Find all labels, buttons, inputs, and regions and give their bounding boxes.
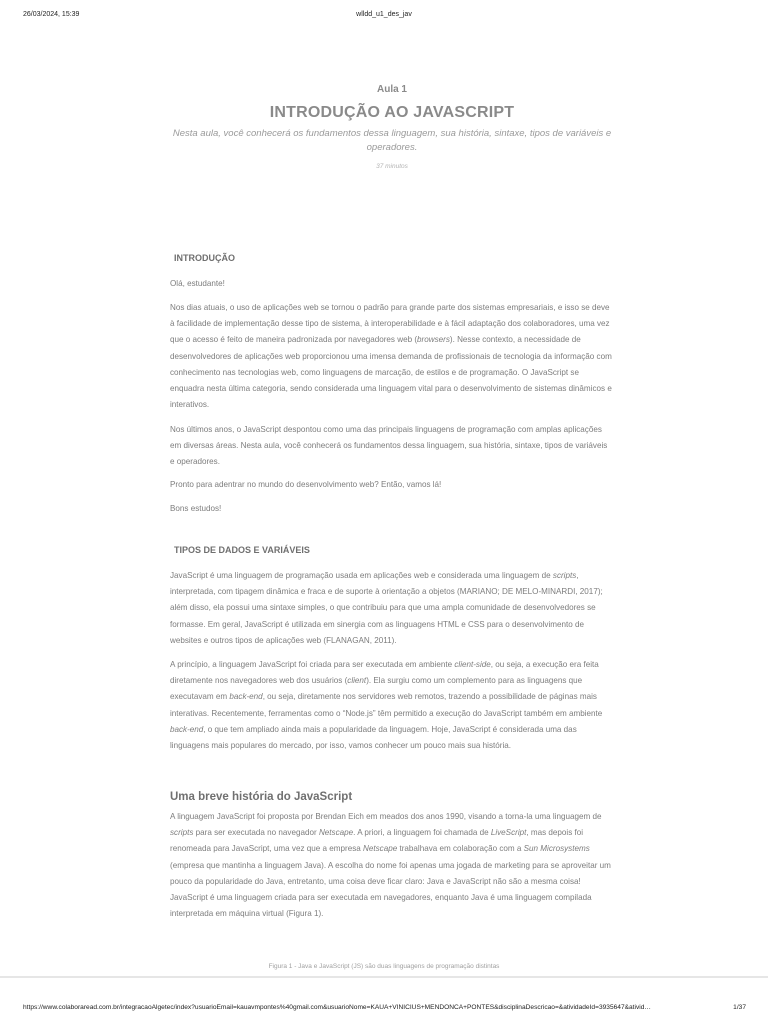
- print-url: https://www.colaboraread.com.br/integracaoAlgetec/index?usuarioEmail=kauavmpontes%40gmail.com&usuarioNome=KAUA+VINICIUS+MENDONCA+PONTES&disciplinaDescricao=&atividadeId=3935647&ativid…: [23, 1004, 651, 1011]
- lesson-subtitle: Nesta aula, você conhecerá os fundamentos dessa linguagem, sua história, sintaxe, tipos de variáveis e operadores.: [172, 128, 612, 153]
- print-document-title: wlldd_u1_des_jav: [356, 11, 412, 18]
- lesson-label: Aula 1: [376, 84, 407, 95]
- types-paragraph-2: A princípio, a linguagem JavaScript foi criada para ser executada em ambiente client-side, ou seja, a execução era feita diretamente nos navegadores web dos usuários (client). Ela surgiu como um complemento para as linguagens que executavam em back-end, ou seja, diretamente nos servidores web remotos, trazendo a possibilidade de páginas mais interativas. Recentemente, ferramentas como o “Node.js” têm permitido a execução do JavaScript também em ambiente back-end, o que tem ampliado ainda mais a popularidade da linguagem. Hoje, JavaScript é considerada uma das linguagens mais populares do mercado, por isso, vamos conhecer um pouco mais sua história.: [170, 660, 603, 751]
- lesson-hero: [160, 84, 624, 170]
- intro-paragraph-1: Nos dias atuais, o uso de aplicações web se tornou o padrão para grande parte dos sistemas empresariais, e isso se deve à facilidade de implementação desse tipo de sistema, à interoperabilidade e à fácil adaptação dos colaboradores, uma vez que o acesso é feito de maneira padronizada por navegadores web (browsers). Nesse contexto, a necessidade de desenvolvedores de aplicações web proporcionou uma imensa demanda de profissionais de tecnologia da informação com conhecimento nas tecnologias web, como linguagens de marcação, de estilos e de programação. O JavaScript se enquadra nesta última categoria, sendo considerada uma linguagem vital para o desenvolvimento de sistemas dinâmicos e interativos.: [170, 303, 612, 410]
- intro-paragraph-2: Nos últimos anos, o JavaScript despontou como uma das principais linguagens de programação com amplas aplicações em diversas áreas. Nesta aula, você conhecerá os fundamentos dessa linguagem, sua história, sintaxe, tipos de variáveis e operadores.: [170, 425, 608, 467]
- section-heading-tipos: TIPOS DE DADOS E VARIÁVEIS: [174, 545, 310, 555]
- figure-divider: [0, 976, 768, 978]
- print-footer: [0, 1004, 768, 1016]
- print-header: [0, 11, 768, 23]
- subsection-heading-history: Uma breve história do JavaScript: [170, 791, 353, 803]
- history-paragraph-1: A linguagem JavaScript foi proposta por Brendan Eich em meados dos anos 1990, visando a torna-la uma linguagem de scripts para ser executada no navegador Netscape. A priori, a linguagem foi chamada de LiveScript, mas depois foi renomeada para JavaScript, uma vez que a empresa Netscape trabalhava em colaboração com a Sun Microsystems (empresa que mantinha a linguagem Java). A escolha do nome foi apenas uma jogada de marketing para se aproveitar um pouco da popularidade do Java, entretanto, uma coisa deve ficar claro: Java e JavaScript não são a mesma coisa! JavaScript é uma linguagem criada para ser executada em navegadores, enquanto Java é uma linguagem compilada interpretada em máquina virtual (Figura 1).: [170, 812, 611, 919]
- intro-greeting: Olá, estudante!: [170, 279, 225, 288]
- print-date: 26/03/2024, 15:39: [23, 11, 80, 18]
- page-number: 1/37: [733, 1004, 746, 1011]
- figure-caption: Figura 1 - Java e JavaScript (JS) são duas linguagens de programação distintas: [268, 963, 500, 970]
- lesson-title: INTRODUÇÃO AO JAVASCRIPT: [269, 104, 515, 121]
- section-heading-introducao: INTRODUÇÃO: [174, 253, 235, 263]
- intro-paragraph-3: Pronto para adentrar no mundo do desenvolvimento web? Então, vamos lá!: [170, 480, 442, 489]
- types-paragraph-1: JavaScript é uma linguagem de programação usada em aplicações web e considerada uma linguagem de scripts, interpretada, com tipagem dinâmica e fraca e de suporte à orientação a objetos (MARIANO; DE MELO-MINARDI, 2017); além disso, ela possui uma sintaxe simples, o que contribuiu para que uma ampla comunidade de desenvolvedores se formasse. Em geral, JavaScript é utilizada em sinergia com as linguagens HTML e CSS para o desenvolvimento de websites e outros tipos de aplicações web (FLANAGAN, 2011).: [170, 571, 603, 645]
- intro-paragraph-4: Bons estudos!: [170, 504, 222, 513]
- lesson-duration: 37 minutos: [376, 163, 408, 170]
